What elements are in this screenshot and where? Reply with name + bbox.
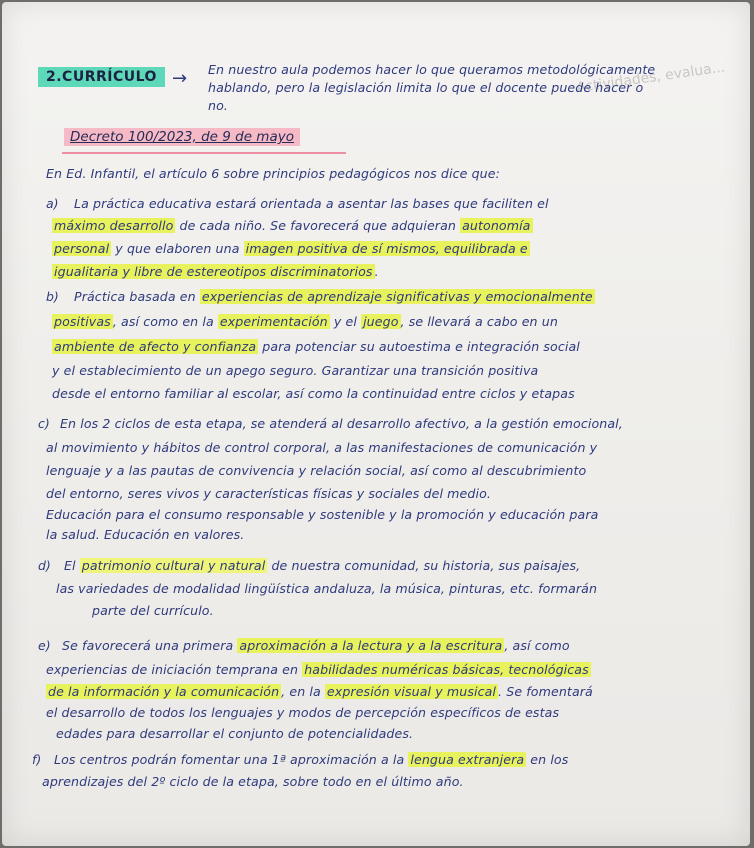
item-a-line-4: igualitaria y libre de estereotipos discriminatorios . <box>54 264 379 279</box>
intro-text: En Ed. Infantil, el artículo 6 sobre principios pedagógicos nos dice que: <box>46 166 500 181</box>
item-f-marker: f) <box>32 752 42 767</box>
highlight: aproximación a la lectura y a la escritura <box>239 638 503 653</box>
highlight: imagen positiva de sí mismos, equilibrada e <box>245 241 528 256</box>
highlight: juego <box>363 314 399 329</box>
item-a-line-1: La práctica educativa estará orientada a asentar las bases que faciliten el <box>74 196 549 211</box>
ghost-text: Actividades, evalua... <box>575 59 726 97</box>
highlight: personal <box>54 241 110 256</box>
item-e-line-3: de la información y la comunicación , en la expresión visual y musical . Se fomentará <box>48 684 593 699</box>
item-a-line-3: personal y que elaboren una imagen positiva de sí mismos, equilibrada e <box>54 241 528 256</box>
item-c-line-1: En los 2 ciclos de esta etapa, se atenderá al desarrollo afectivo, a la gestión emocional, <box>60 416 623 431</box>
highlight: igualitaria y libre de estereotipos discriminatorios <box>54 264 373 279</box>
item-d-line-3: parte del currículo. <box>92 603 214 618</box>
item-b-line-3: ambiente de afecto y confianza para potenciar su autoestima e integración social <box>54 339 580 354</box>
highlight: positivas <box>54 314 111 329</box>
note-line-2: hablando, pero la legislación limita lo que el docente puede hacer o <box>208 80 644 95</box>
item-e-line-4: el desarrollo de todos los lenguajes y modos de percepción específicos de estas <box>46 705 560 720</box>
item-c-line-2: al movimiento y hábitos de control corporal, a las manifestaciones de comunicación y <box>46 440 598 455</box>
item-e-line-5: edades para desarrollar el conjunto de potencialidades. <box>56 726 414 741</box>
item-b-marker: b) <box>46 289 59 304</box>
item-c-line-3: lenguaje y a las pautas de convivencia y relación social, así como al descubrimiento <box>46 463 587 478</box>
highlight: patrimonio cultural y natural <box>81 558 266 573</box>
item-d-marker: d) <box>38 558 51 573</box>
item-c-line-5: Educación para el consumo responsable y sostenible y la promoción y educación para <box>46 507 599 522</box>
note-line-3: no. <box>208 98 228 113</box>
highlight: autonomía <box>462 218 531 233</box>
item-b-line-1: Práctica basada en experiencias de aprendizaje significativas y emocionalmente <box>74 289 593 304</box>
highlight: experiencias de aprendizaje significativas y emocionalmente <box>201 289 593 304</box>
item-d-line-1: El patrimonio cultural y natural de nuestra comunidad, su historia, sus paisajes, <box>64 558 581 573</box>
item-c-line-6: la salud. Educación en valores. <box>46 527 245 542</box>
item-a-line-2: máximo desarrollo de cada niño. Se favorecerá que adquieran autonomía <box>54 218 531 233</box>
section-title: 2.CURRÍCULO <box>38 67 165 87</box>
highlight: habilidades numéricas básicas, tecnológicas <box>304 662 589 677</box>
highlight: ambiente de afecto y confianza <box>54 339 257 354</box>
item-e-line-1: Se favorecerá una primera aproximación a la lectura y a la escritura , así como <box>62 638 570 653</box>
item-b-line-2: positivas , así como en la experimentación y el juego , se llevará a cabo en un <box>54 314 558 329</box>
notebook-page <box>2 2 750 846</box>
item-c-marker: c) <box>38 416 50 431</box>
highlight: expresión visual y musical <box>326 684 497 699</box>
arrow-icon: → <box>172 68 188 89</box>
item-f-line-2: aprendizajes del 2º ciclo de la etapa, sobre todo en el último año. <box>42 774 464 789</box>
item-e-line-2: experiencias de iniciación temprana en habilidades numéricas básicas, tecnológicas <box>46 662 589 677</box>
item-c-line-4: del entorno, seres vivos y características físicas y sociales del medio. <box>46 486 491 501</box>
item-b-line-5: desde el entorno familiar al escolar, así como la continuidad entre ciclos y etapas <box>52 386 575 401</box>
highlight: experimentación <box>219 314 328 329</box>
note-line-1: En nuestro aula podemos hacer lo que queramos metodológicamente <box>208 62 656 77</box>
decree-heading: Decreto 100/2023, de 9 de mayo <box>64 128 300 146</box>
decree-underline <box>62 152 346 154</box>
highlight: lengua extranjera <box>410 752 525 767</box>
item-f-line-1: Los centros podrán fomentar una 1ª aproximación a la lengua extranjera en los <box>54 752 569 767</box>
highlight: de la información y la comunicación <box>48 684 280 699</box>
item-d-line-2: las variedades de modalidad lingüística andaluza, la música, pinturas, etc. formarán <box>56 581 598 596</box>
item-b-line-4: y el establecimiento de un apego seguro. Garantizar una transición positiva <box>52 363 539 378</box>
item-e-marker: e) <box>38 638 51 653</box>
item-a-marker: a) <box>46 196 59 211</box>
highlight: máximo desarrollo <box>54 218 174 233</box>
